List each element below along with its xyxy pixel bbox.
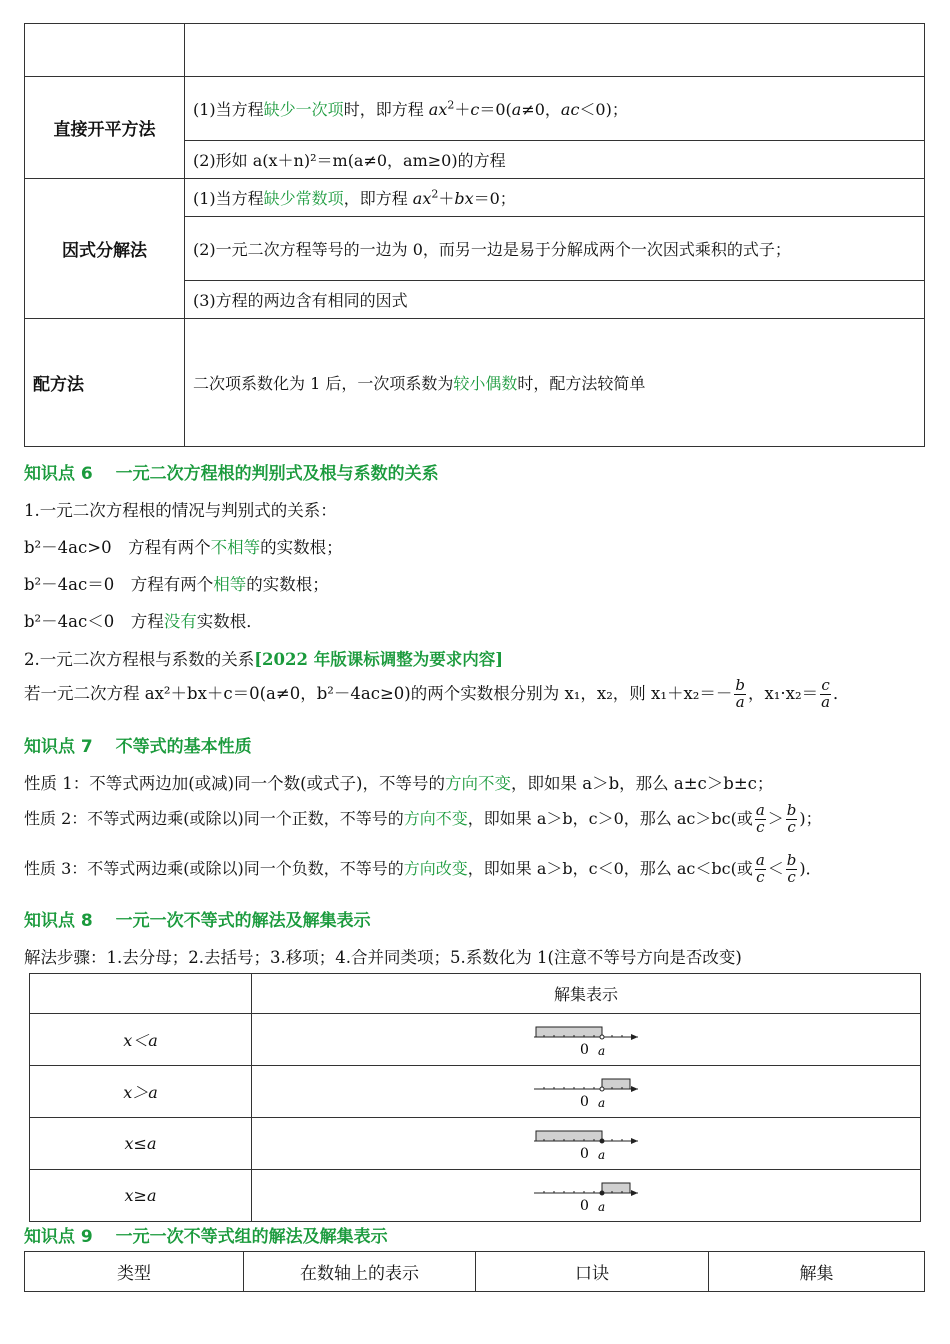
a-label: a (598, 1043, 606, 1058)
table-header: 类型 (25, 1252, 244, 1292)
number-line-le (526, 1120, 646, 1164)
zero-label: 0 (580, 1197, 589, 1214)
number-line-cell (252, 1066, 921, 1118)
kp6-line3: b²－4ac＝0 方程有两个相等的实数根； (24, 575, 329, 594)
method-cell: (2)形如 a(x＋n)²＝m(a≠0，am≥0)的方程 (185, 141, 925, 179)
table-cell (30, 974, 252, 1014)
kp7-prop2: 性质 2：不等式两边乘(或除以)同一个正数，不等号的方向不变，即如果 a＞b，c＞0，那么 ac＞bc(或 $\frac{a}{c}$ ＞ $\frac{b}{c}$ )； (24, 801, 822, 836)
highlight-text: 缺少常数项 (263, 189, 344, 208)
closed-point (600, 1191, 604, 1195)
method-cell: (1)当方程缺少一次项时，即方程 $ax^2+c=0(a\ne 0$，ac＜0)； (185, 77, 925, 141)
shaded-region (536, 1027, 602, 1037)
number-line-cell (252, 1118, 921, 1170)
number-line-cell (252, 1170, 921, 1222)
row-label: x≥a (30, 1170, 252, 1222)
methods-table (24, 23, 925, 447)
highlight-text: 缺少一次项 (263, 100, 344, 119)
shaded-region (602, 1079, 630, 1089)
axis-arrow (631, 1190, 638, 1196)
number-line-gt (526, 1068, 646, 1112)
method-cell: (3)方程的两边含有相同的因式 (185, 281, 925, 319)
row-label: x≤a (30, 1118, 252, 1170)
axis-arrow (631, 1086, 638, 1092)
method-cell: (1)当方程缺少常数项，即方程 $ax^2+bx=0$； (185, 179, 925, 217)
table-cell (185, 24, 925, 77)
zero-label: 0 (580, 1093, 589, 1110)
shaded-region (602, 1183, 630, 1193)
row-label: x＜a (30, 1014, 252, 1066)
highlight-text: 较小偶数 (453, 374, 518, 393)
number-line-ge (526, 1172, 646, 1216)
shaded-region (536, 1131, 602, 1141)
number-line-cell (252, 1014, 921, 1066)
table-header: 口诀 (476, 1252, 709, 1292)
method-header: 直接开平方法 (25, 77, 185, 179)
a-label: a (598, 1199, 606, 1214)
axis-arrow (631, 1034, 638, 1040)
zero-label: 0 (580, 1041, 589, 1058)
kp6-line5: 2.一元二次方程根与系数的关系[2022 年版课标调整为要求内容] (24, 650, 504, 669)
closed-point (600, 1139, 604, 1143)
solution-set-table (29, 973, 921, 1222)
table-header: 解集表示 (252, 974, 921, 1014)
number-line-lt (526, 1016, 646, 1060)
axis-arrow (631, 1138, 638, 1144)
table-header: 解集 (709, 1252, 925, 1292)
kp9-title: 知识点 9 一元一次不等式组的解法及解集表示 (24, 1227, 388, 1247)
method-cell: 二次项系数化为 1 后，一次项系数为较小偶数时，配方法较简单 (185, 319, 925, 447)
kp8-steps: 解法步骤：1.去分母；2.去括号；3.移项；4.合并同类项；5.系数化为 1(注意不等号方向是否改变) (24, 948, 742, 967)
open-point (600, 1087, 604, 1091)
open-point (600, 1035, 604, 1039)
table-cell (25, 24, 185, 77)
kp6-line6: 若一元二次方程 ax²＋bx＋c＝0(a≠0，b²－4ac≥0)的两个实数根分别为 x₁，x₂，则 x₁＋x₂＝－ $\frac{b}{a}$ ，x₁·x₂＝ $\frac{c}{a}$ ． (24, 676, 850, 711)
kp6-title: 知识点 6 一元二次方程根的判别式及根与系数的关系 (24, 464, 439, 484)
method-header: 配方法 (25, 319, 185, 447)
kp6-line1: 1.一元二次方程根的情况与判别式的关系： (24, 501, 337, 520)
row-label: x＞a (30, 1066, 252, 1118)
kp7-prop1: 性质 1：不等式两边加(或减)同一个数(或式子)，不等号的方向不变，即如果 a＞b，那么 a±c＞b±c； (24, 774, 774, 793)
kp8-title: 知识点 8 一元一次不等式的解法及解集表示 (24, 911, 371, 931)
a-label: a (598, 1095, 606, 1110)
a-label: a (598, 1147, 606, 1162)
kp6-line4: b²－4ac＜0 方程没有实数根． (24, 612, 263, 631)
system-table (24, 1251, 925, 1292)
kp7-title: 知识点 7 不等式的基本性质 (24, 737, 252, 757)
method-header: 因式分解法 (25, 179, 185, 319)
kp6-line2: b²－4ac>0 方程有两个不相等的实数根； (24, 538, 343, 557)
method-cell: (2)一元二次方程等号的一边为 0，而另一边是易于分解成两个一次因式乘积的式子； (185, 217, 925, 281)
table-header: 在数轴上的表示 (244, 1252, 476, 1292)
kp7-prop3: 性质 3：不等式两边乘(或除以)同一个负数，不等号的方向改变，即如果 a＞b，c＜0，那么 ac＜bc(或 $\frac{a}{c}$ ＜ $\frac{b}{c}$ )． (24, 851, 822, 886)
zero-label: 0 (580, 1145, 589, 1162)
